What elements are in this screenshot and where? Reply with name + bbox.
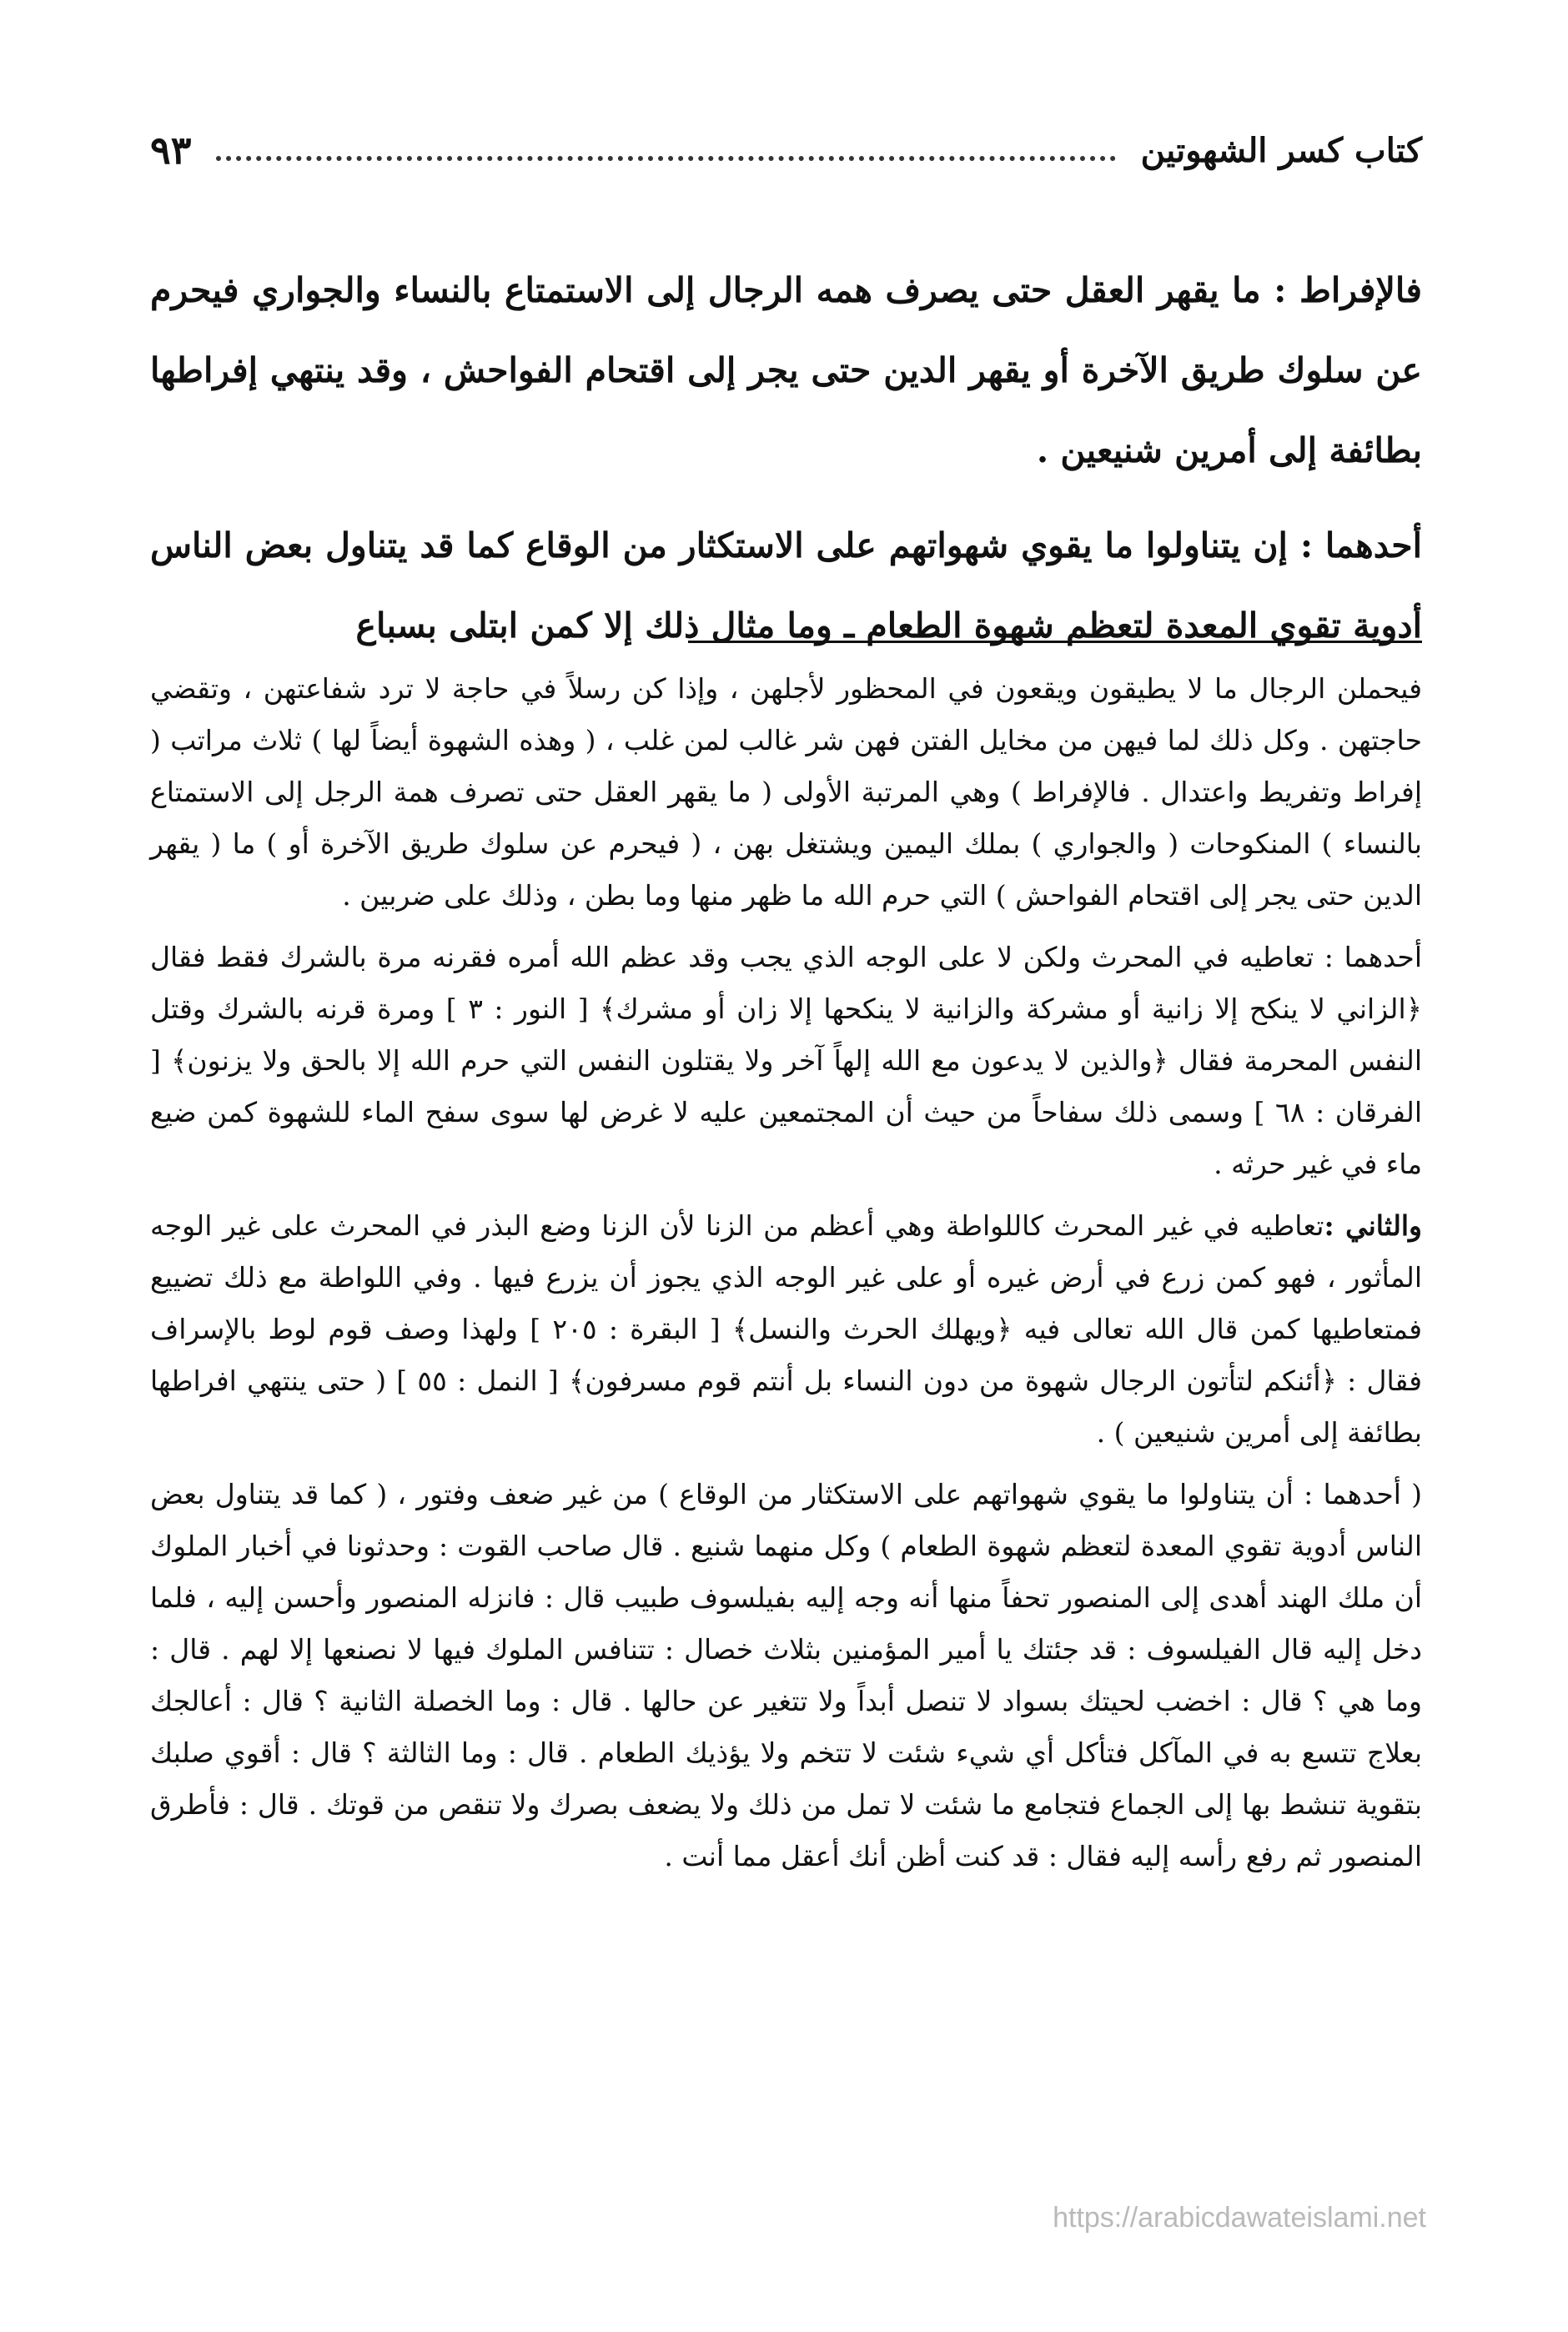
leader-dots xyxy=(216,156,1115,161)
commentary-paragraph-2: أحدهما : تعاطيه في المحرث ولكن لا على الوجه الذي يجب وقد عظم الله أمره فقرنه مرة بالشرك فقط فقال ﴿الزاني لا ينكح إلا زانية أو مشركة والزانية لا ينكحها إلا زان أو مشرك﴾ [ النور : ٣ ] ومرة قرنه بالشرك وقتل النفس المحرمة فقال ﴿والذين لا يدعون مع الله إلهاً آخر ولا يقتلون النفس التي حرم الله إلا بالحق ولا يزنون﴾ [ الفرقان : ٦٨ ] وسمى ذلك سفاحاً من حيث أن المجتمعين عليه لا غرض لها سوى سفح الماء للشهوة كمن ضيع ماء في غير حرثه . xyxy=(150,941,1423,1180)
commentary-paragraph-3 xyxy=(150,1200,1422,1459)
running-header xyxy=(150,125,1422,175)
main-paragraph-2-text: إن يتناولوا ما يقوي شهواتهم على الاستكثار من الوقاع كما قد يتناول بعض الناس أدوية تقوي المعدة لتعظم شهوة الطعام ـ وما مثال ذلك إلا كمن ابتلى بسباع xyxy=(150,525,1422,646)
page-number: ٩٣ xyxy=(150,128,192,173)
commentary-paragraph-1: فيحملن الرجال ما لا يطيقون ويقعون في المحظور لأجلهن ، وإذا كن رسلاً في حاجة لا ترد شفاعتهن ، وتقضي حاجتهن . وكل ذلك لما فيهن من مخايل الفتن فهن شر غالب لمن غلب ، ( وهذه الشهوة أيضاً لها ) ثلاث مراتب ( إفراط وتفريط واعتدال . فالإفراط ) وهي المرتبة الأولى ( ما يقهر العقل حتى تصرف همة الرجل إلى الاستمتاع بالنساء ) المنكوحات ( والجواري ) بملك اليمين ويشتغل بهن ، ( فيحرم عن سلوك طريق الآخرة أو ) ما ( يقهر الدين حتى يجر إلى اقتحام الفواحش ) التي حرم الله ما ظهر منها وما بطن ، وذلك على ضربين . xyxy=(150,672,1422,912)
main-text xyxy=(150,250,1422,681)
main-paragraph-1: فالإفراط : ما يقهر العقل حتى يصرف همه الرجال إلى الاستمتاع بالنساء والجواري فيحرم عن سلوك طريق الآخرة أو يقهر الدين حتى يجر إلى اقتحام الفواحش ، وقد ينتهي إفراطها بطائفة إلى أمرين شنيعين . xyxy=(150,270,1422,470)
watermark-url: https://arabicdawateislami.net xyxy=(1053,2202,1426,2234)
commentary-text xyxy=(150,663,1422,1892)
main-paragraph-2-lead: أحدهما : xyxy=(1299,525,1422,565)
footnote-separator xyxy=(688,641,1422,643)
running-head-title: كتاب كسر الشهوتين xyxy=(1140,130,1422,170)
commentary-paragraph-3-lead: والثاني : xyxy=(1324,1209,1422,1242)
commentary-paragraph-3-text: تعاطيه في غير المحرث كاللواطة وهي أعظم من الزنا لأن الزنا وضع البذر في المحرث على غير الوجه المأثور ، فهو كمن زرع في أرض غيره أو على غير الوجه الذي يجوز أن يزرع فيها . وفي اللواطة مع ذلك تضييع فمتعاطيها كمن قال الله تعالى فيه ﴿ويهلك الحرث والنسل﴾ [ البقرة : ٢٠٥ ] ولهذا وصف قوم لوط بالإسراف فقال : ﴿أئنكم لتأتون الرجال شهوة من دون النساء بل أنتم قوم مسرفون﴾ [ النمل : ٥٥ ] ( حتى ينتهي افراطها بطائفة إلى أمرين شنيعين ) . xyxy=(150,1209,1423,1449)
commentary-paragraph-4: ( أحدهما : أن يتناولوا ما يقوي شهواتهم على الاستكثار من الوقاع ) من غير ضعف وفتور ، ( كما قد يتناول بعض الناس أدوية تقوي المعدة لتعظم شهوة الطعام ) وكل منهما شنيع . قال صاحب القوت : وحدثونا في أخبار الملوك أن ملك الهند أهدى إلى المنصور تحفاً منها أنه وجه إليه بفيلسوف طبيب قال : فانزله المنصور وأحسن إليه ، فلما دخل إليه قال الفيلسوف : قد جئتك يا أمير المؤمنين بثلاث خصال : تتنافس الملوك فيها لا نصنعها إلا لهم . قال : وما هي ؟ قال : اخضب لحيتك بسواد لا تنصل أبداً ولا تتغير عن حالها . قال : وما الخصلة الثانية ؟ قال : أعالجك بعلاج تتسع به في المآكل فتأكل أي شيء شئت لا تتخم ولا يؤذيك الطعام . قال : وما الثالثة ؟ قال : أقوي صلبك بتقوية تنشط بها إلى الجماع فتجامع ما شئت لا تمل من ذلك ولا يضعف بصرك ولا تنقص من قوتك . قال : فأطرق المنصور ثم رفع رأسه إليه فقال : قد كنت أظن أنك أعقل مما أنت . xyxy=(150,1478,1422,1872)
